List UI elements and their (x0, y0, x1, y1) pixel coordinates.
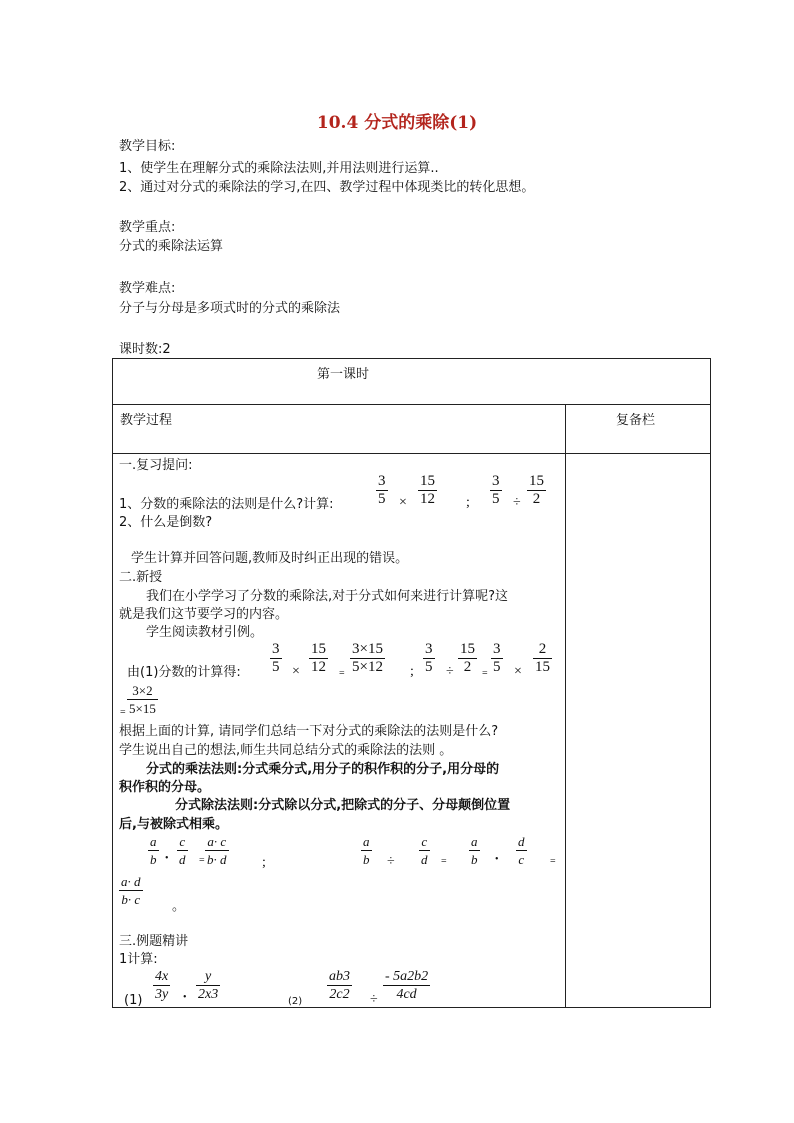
goals-heading: 教学目标: (119, 139, 176, 154)
summary-line-1: 根据上面的计算, 请同学们总结一下对分式的乘除法的法则是什么? (119, 724, 499, 739)
fraction-c-d-2: $\frac{c}{d}$ (421, 834, 428, 867)
div-rule-line-2: 后,与被除式相乘。 (119, 817, 228, 832)
example-1-label: (1) (124, 993, 143, 1008)
new-heading: 二.新授 (119, 570, 163, 585)
divide-sign-2: ÷ (446, 664, 454, 679)
semicolon: ; (466, 495, 470, 510)
examples-heading: 三.例题精讲 (119, 934, 189, 949)
student-calc: 学生计算并回答问题,教师及时纠正出现的错误。 (131, 551, 409, 566)
fraction-3-5-c: $\frac{3}{5}$ (272, 641, 280, 675)
equals-sign-5: = (441, 856, 447, 867)
fraction-result: $\frac{3\times 2}{5\times 15}$ (129, 683, 156, 716)
dot-sign: • (165, 853, 169, 864)
fraction-4x-3y: $\frac{4x}{3y}$ (155, 969, 169, 1002)
goal-item-1: 1、使学生在理解分式的乘除法法则,并用法则进行运算.. (119, 161, 439, 176)
equals-sign-3: = (120, 707, 126, 718)
equals-sign-2: = (482, 668, 488, 679)
intro-line-2: 就是我们这节要学习的内容。 (119, 607, 289, 622)
process-header-cell (113, 405, 566, 454)
fraction-15-2: $\frac{15}{2}$ (529, 473, 544, 507)
fraction-15-12-b: $\frac{15}{12}$ (311, 641, 326, 675)
read-example: 学生阅读教材引例。 (146, 625, 264, 640)
lesson-label: 第一课时 (317, 367, 370, 382)
difficulty-text: 分子与分母是多项式时的分式的乘除法 (119, 301, 341, 316)
key-point-heading: 教学重点: (119, 220, 176, 235)
intro-line-1: 我们在小学学习了分数的乘除法,对于分式如何来进行计算呢?这 (146, 589, 509, 604)
fraction-15-12: $\frac{15}{12}$ (420, 473, 435, 507)
fraction-ex2-divisor: $\frac{- 5a2b2}{4cd}$ (385, 969, 429, 1002)
times-sign-3: × (514, 664, 522, 679)
div-rule-line-1: 分式除法法则:分式除以分式,把除式的分子、分母颠倒位置 (175, 798, 511, 813)
page-title: 10.4 分式的乘除(1) (316, 113, 478, 133)
hours-text: 课时数:2 (119, 342, 171, 357)
mul-rule-line-1: 分式的乘法法则:分式乘分式,用分子的积作积的分子,用分母的 (146, 762, 500, 777)
notes-label: 复备栏 (616, 413, 656, 428)
fraction-2-15: $\frac{2}{15}$ (535, 641, 550, 675)
notes-body-cell (566, 454, 711, 1008)
fraction-15-2-b: $\frac{15}{2}$ (460, 641, 475, 675)
fraction-a-b: $\frac{a}{b}$ (150, 834, 157, 867)
fraction-d-c: $\frac{d}{c}$ (518, 834, 525, 867)
fraction-c-d: $\frac{c}{d}$ (179, 834, 186, 867)
example-2-label: (2) (288, 996, 303, 1007)
fraction-ad-bc: $\frac{a\cdot d}{b\cdot c}$ (121, 874, 141, 907)
equals-sign-4: = (199, 855, 205, 866)
fraction-ac-bd: $\frac{a\cdot c}{b\cdot d}$ (207, 834, 227, 867)
notes-header-cell (566, 405, 711, 454)
semicolon-3: ; (262, 855, 266, 870)
fraction-3-5: $\frac{3}{5}$ (378, 473, 386, 507)
fraction-y-2x3: $\frac{y}{2x3}$ (198, 969, 219, 1002)
dot-sign-3: • (183, 992, 187, 1003)
key-point-text: 分式的乘除法运算 (119, 239, 224, 254)
mul-rule-line-2: 积作积的分母。 (119, 780, 211, 795)
divide-sign-3: ÷ (387, 854, 395, 869)
fraction-3-5-e: $\frac{3}{5}$ (493, 641, 501, 675)
lesson-header-cell (113, 359, 711, 405)
fraction-product: $\frac{3\times 15}{5\times 12}$ (352, 641, 383, 675)
semicolon-2: ; (410, 664, 414, 679)
fraction-3-5-b: $\frac{3}{5}$ (492, 473, 500, 507)
fraction-a-b-3: $\frac{a}{b}$ (471, 834, 478, 867)
summary-line-2: 学生说出自己的想法,师生共同总结分式的乘除法的法则 。 (119, 743, 453, 758)
calc-heading: 1计算: (119, 952, 158, 967)
from-label: 由(1)分数的计算得: (127, 665, 241, 680)
fraction-a-b-2: $\frac{a}{b}$ (363, 834, 370, 867)
divide-sign-4: ÷ (370, 992, 378, 1007)
process-label: 教学过程 (120, 413, 173, 428)
lesson-table (112, 358, 711, 1008)
divide-sign: ÷ (513, 495, 521, 510)
period: 。 (172, 899, 186, 914)
review-q2: 2、什么是倒数? (119, 515, 213, 530)
difficulty-heading: 教学难点: (119, 281, 176, 296)
times-sign-2: × (292, 664, 300, 679)
times-sign: × (399, 495, 407, 510)
equals-sign-6: = (550, 856, 556, 867)
fraction-3-5-d: $\frac{3}{5}$ (425, 641, 433, 675)
goal-item-2: 2、通过对分式的乘除法的学习,在四、教学过程中体现类比的转化思想。 (119, 180, 535, 195)
fraction-ab3-2c2: $\frac{ab3}{2c2}$ (329, 969, 350, 1002)
equals-sign: = (339, 668, 345, 679)
review-q1: 1、分数的乘除法的法则是什么?计算: (119, 497, 334, 512)
review-heading: 一.复习提问: (119, 458, 193, 473)
dot-sign-2: • (495, 854, 499, 865)
